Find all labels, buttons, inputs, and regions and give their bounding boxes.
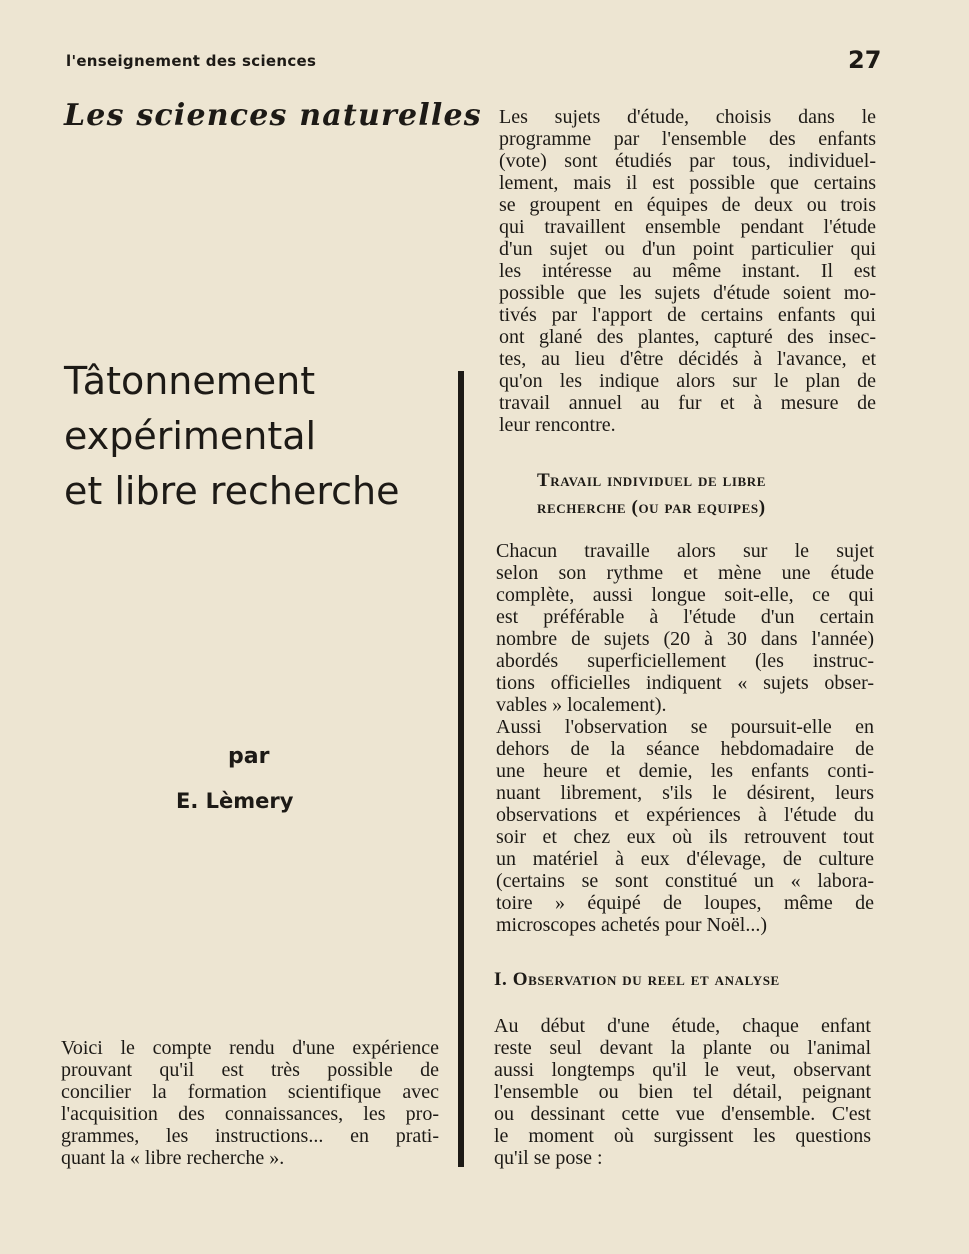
text-line: complète, aussi longue soit-elle, ce qui: [496, 584, 874, 606]
text-line: ou dessinant cette vue d'ensemble. C'est: [494, 1103, 871, 1125]
text-line: les intéresse au même instant. Il est: [499, 260, 876, 282]
text-line: tes, au lieu d'être décidés à l'avance, et: [499, 348, 876, 370]
text-line: Chacun travaille alors sur le sujet: [496, 540, 874, 562]
intro-paragraph: [61, 1037, 439, 1169]
paragraph-individual-work: [496, 540, 874, 936]
subheading-observation: I. Observation du reel et analyse: [494, 969, 780, 990]
running-head: l'enseignement des sciences: [66, 52, 317, 70]
text-line: qui travaillent ensemble pendant l'étude: [499, 216, 876, 238]
text-line: reste seul devant la plante ou l'animal: [494, 1037, 871, 1059]
text-line: le moment où surgissent les questions: [494, 1125, 871, 1147]
subheading-line: recherche (ou par equipes): [537, 497, 766, 518]
text-line: tivés par l'apport de certains enfants qui: [499, 304, 876, 326]
text-line: abordés superficiellement (les instruc-: [496, 650, 874, 672]
article-title-line: expérimental: [64, 414, 317, 458]
byline-par: par: [228, 744, 270, 769]
subheading-line: Travail individuel de libre: [537, 470, 767, 491]
subheading-individual-work: [537, 467, 877, 521]
text-line: qu'on les indique alors sur le plan de: [499, 370, 876, 392]
text-line: soir et chez eux où ils retrouvent tout: [496, 826, 874, 848]
text-line: tions officielles indiquent « sujets obser-: [496, 672, 874, 694]
text-line: une heure et demie, les enfants conti-: [496, 760, 874, 782]
text-line: l'acquisition des connaissances, les pro-: [61, 1103, 439, 1125]
text-line: Voici le compte rendu d'une expérience: [61, 1037, 439, 1059]
text-line: est préférable à l'étude d'un certain: [496, 606, 874, 628]
text-line: aussi longtemps qu'il le veut, observant: [494, 1059, 871, 1081]
column-divider: [458, 371, 464, 1167]
text-line: Au début d'une étude, chaque enfant: [494, 1015, 871, 1037]
text-line: lement, mais il est possible que certains: [499, 172, 876, 194]
text-line: observations et expériences à l'étude du: [496, 804, 874, 826]
text-line: ont glané des plantes, capturé des insec-: [499, 326, 876, 348]
text-line: prouvant qu'il est très possible de: [61, 1059, 439, 1081]
text-line: leur rencontre.: [499, 414, 616, 436]
text-line: Aussi l'observation se poursuit-elle en: [496, 716, 874, 738]
text-line: selon son rythme et mène une étude: [496, 562, 874, 584]
article-title-line: et libre recherche: [64, 469, 400, 513]
text-line: qu'il se pose :: [494, 1147, 603, 1169]
text-line: Les sujets d'étude, choisis dans le: [499, 106, 876, 128]
text-line: grammes, les instructions... en prati-: [61, 1125, 439, 1147]
text-line: possible que les sujets d'étude soient mo-: [499, 282, 876, 304]
text-line: travail annuel au fur et à mesure de: [499, 392, 876, 414]
text-line: quant la « libre recherche ».: [61, 1147, 285, 1169]
byline-author: E. Lèmery: [176, 789, 294, 813]
text-line: programme par l'ensemble des enfants: [499, 128, 876, 150]
text-line: l'ensemble ou bien tel détail, peignant: [494, 1081, 871, 1103]
article-title-line: Tâtonnement: [64, 359, 316, 403]
text-line: nombre de sujets (20 à 30 dans l'année): [496, 628, 874, 650]
section-title: Les sciences naturelles: [64, 98, 482, 133]
text-line: d'un sujet ou d'un point particulier qui: [499, 238, 876, 260]
article-title: [64, 354, 454, 519]
page-number: 27: [848, 46, 882, 74]
text-line: un matériel à eux d'élevage, de culture: [496, 848, 874, 870]
text-line: dehors de la séance hebdomadaire de: [496, 738, 874, 760]
text-line: (certains se sont constitué un « labora-: [496, 870, 874, 892]
text-line: microscopes achetés pour Noël...): [496, 914, 768, 936]
text-line: vables » localement).: [496, 694, 667, 716]
text-line: nuant librement, s'ils le désirent, leurs: [496, 782, 874, 804]
paragraph-subjects: [499, 106, 876, 436]
text-line: concilier la formation scientifique avec: [61, 1081, 439, 1103]
text-line: toire » équipé de loupes, même de: [496, 892, 874, 914]
paragraph-observation: [494, 1015, 871, 1169]
text-line: (vote) sont étudiés par tous, individuel-: [499, 150, 876, 172]
text-line: se groupent en équipes de deux ou trois: [499, 194, 876, 216]
